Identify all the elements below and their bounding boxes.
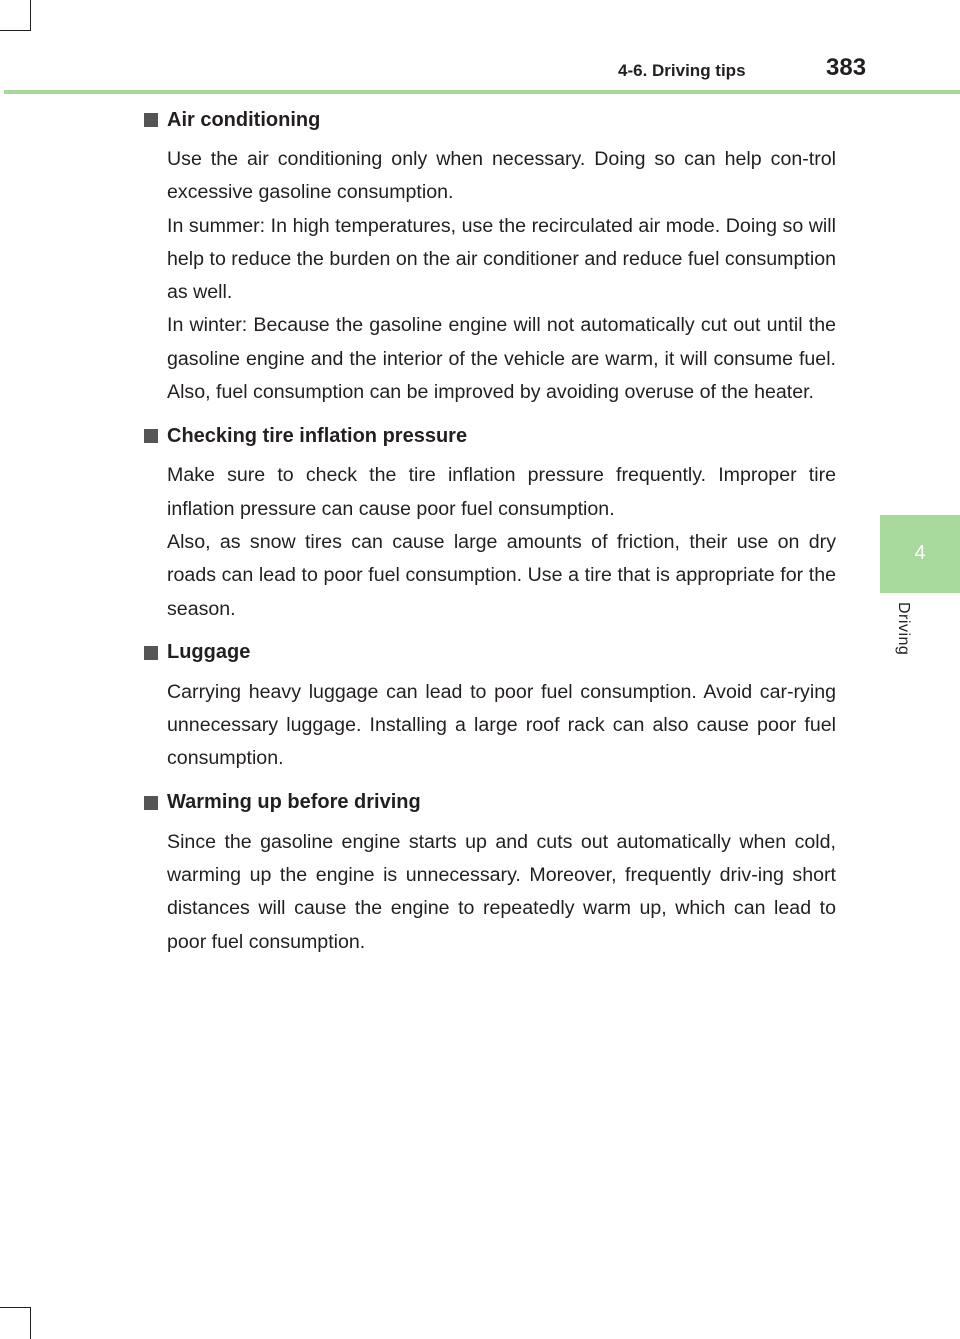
paragraph: Carrying heavy luggage can lead to poor fuel consumption. Avoid car-rying unnecessary luggage. Installing a large roof rack can also cause poor fuel consumption. (167, 680, 836, 770)
paragraph: Since the gasoline engine starts up and cuts out automatically when cold, warming up the engine is unnecessary. Moreover, frequently driv-ing short distances will cause the engine to repeatedly warm up, which can lead to poor fuel consumption. (167, 830, 836, 953)
square-bullet-icon (144, 796, 158, 810)
section-title: Luggage (167, 641, 251, 664)
square-bullet-icon (144, 429, 158, 443)
chapter-tab (880, 515, 960, 593)
section-tire-pressure (144, 419, 836, 625)
paragraph: Use the air conditioning only when necessary. Doing so can help con-trol excessive gasoline consumption. (167, 148, 836, 204)
square-bullet-icon (144, 113, 158, 127)
section-heading (144, 419, 836, 453)
section-luggage (144, 636, 836, 776)
page-number: 383 (826, 54, 867, 81)
crop-mark (0, 30, 31, 31)
chapter-tab-number: 4 (914, 542, 926, 564)
section-heading (144, 786, 836, 820)
running-header-section: 4-6. Driving tips (618, 61, 746, 80)
paragraph: Also, as snow tires can cause large amounts of friction, their use on dry roads can lead to poor fuel consumption. Use a tire that is appropriate for the season. (167, 530, 836, 620)
header-rule (4, 90, 960, 94)
section-title: Checking tire inflation pressure (167, 424, 468, 447)
chapter-tab-label: Driving (895, 602, 912, 656)
section-air-conditioning (144, 103, 836, 409)
page-content (144, 103, 836, 969)
crop-mark (30, 1307, 31, 1339)
section-warming-up (144, 786, 836, 959)
paragraph: Make sure to check the tire inflation pressure frequently. Improper tire inflation pressure can cause poor fuel consumption. (167, 464, 836, 520)
square-bullet-icon (144, 646, 158, 660)
paragraph: In winter: Because the gasoline engine will not automatically cut out until the gasoline engine and the interior of the vehicle are warm, it will consume fuel. Also, fuel consumption can be improved by avoiding overuse of the heater. (167, 314, 836, 404)
section-title: Air conditioning (167, 108, 321, 131)
paragraph: In summer: In high temperatures, use the recirculated air mode. Doing so will help to reduce the burden on the air conditioner and reduce fuel consumption as well. (167, 214, 836, 304)
section-heading (144, 103, 836, 137)
crop-mark (30, 0, 31, 31)
section-title: Warming up before driving (167, 791, 421, 814)
section-heading (144, 636, 836, 670)
crop-mark (0, 1307, 31, 1308)
